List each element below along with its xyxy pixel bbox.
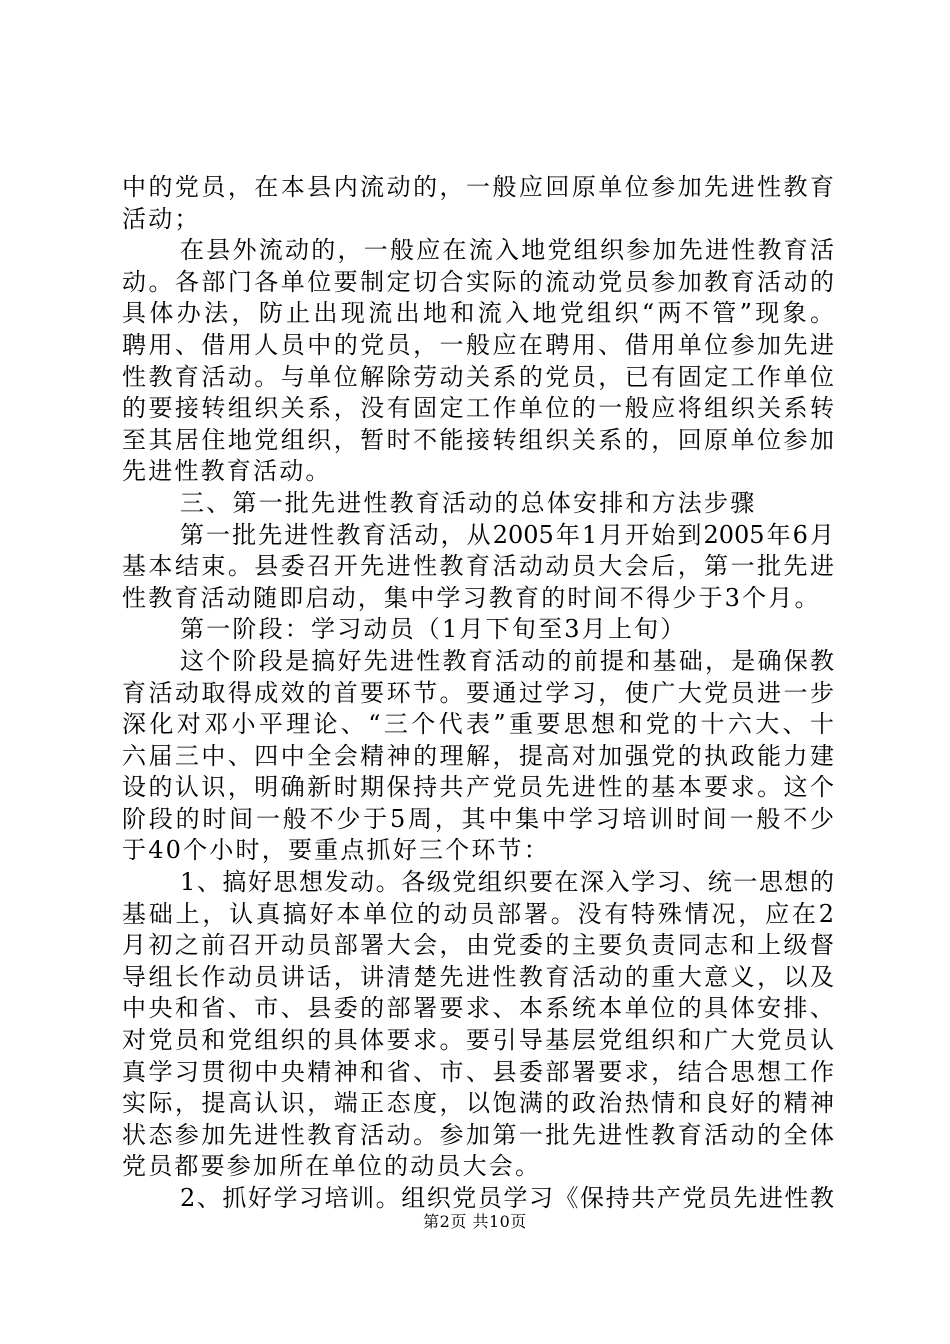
section-heading: 三、第一批先进性教育活动的总体安排和方法步骤 — [180, 488, 757, 517]
stage-heading: 第一阶段：学习动员（1月下旬至3月上旬） — [180, 615, 687, 644]
text-line: 具体办法，防止出现流出地和流入地党组织“两不管”现象。 — [122, 299, 834, 328]
text-line: 第一批先进性教育活动，从2005年1月开始到2005年6月 — [180, 520, 834, 549]
text-line: 状态参加先进性教育活动。参加第一批先进性教育活动的全体 — [122, 1120, 834, 1149]
text-line: 导组长作动员讲话，讲清楚先进性教育活动的重大意义，以及 — [122, 962, 834, 991]
text-line: 月初之前召开动员部署大会，由党委的主要负责同志和上级督 — [122, 931, 834, 960]
text-line: 的要接转组织关系，没有固定工作单位的一般应将组织关系转 — [122, 394, 834, 423]
text-line: 性教育活动随即启动，集中学习教育的时间不得少于3个月。 — [122, 583, 821, 612]
text-line: 性教育活动。与单位解除劳动关系的党员，已有固定工作单位 — [122, 362, 834, 391]
text-line: 真学习贯彻中央精神和省、市、县委部署要求，结合思想工作 — [122, 1057, 834, 1086]
text-line: 先进性教育活动。 — [122, 457, 332, 486]
text-line: 1、搞好思想发动。各级党组织要在深入学习、统一思想的 — [180, 868, 834, 897]
text-line: 这个阶段是搞好先进性教育活动的前提和基础，是确保教 — [180, 646, 834, 675]
text-line: 深化对邓小平理论、“三个代表”重要思想和党的十六大、十 — [122, 710, 834, 739]
text-line: 实际，提高认识，端正态度，以饱满的政治热情和良好的精神 — [122, 1089, 834, 1118]
text-line: 动。各部门各单位要制定切合实际的流动党员参加教育活动的 — [122, 267, 834, 296]
body-text — [122, 172, 834, 1215]
text-line: 六届三中、四中全会精神的理解，提高对加强党的执政能力建 — [122, 741, 834, 770]
text-line: 设的认识，明确新时期保持共产党员先进性的基本要求。这个 — [122, 773, 834, 802]
text-line: 中央和省、市、县委的部署要求、本系统本单位的具体安排、 — [122, 994, 834, 1023]
text-line: 基本结束。县委召开先进性教育活动动员大会后，第一批先进 — [122, 552, 834, 581]
page-number-footer: 第2页 共10页 — [423, 1212, 527, 1231]
text-line: 活动； — [122, 204, 201, 233]
text-line: 2、抓好学习培训。组织党员学习《保持共产党员先进性教 — [180, 1184, 834, 1212]
text-line: 阶段的时间一般不少于5周，其中集中学习培训时间一般不少 — [122, 804, 834, 833]
text-line: 于40个小时，要重点抓好三个环节： — [122, 836, 550, 865]
text-line: 基础上，认真搞好本单位的动员部署。没有特殊情况，应在2 — [122, 899, 834, 928]
text-line: 在县外流动的，一般应在流入地党组织参加先进性教育活 — [180, 236, 834, 265]
text-line: 党员都要参加所在单位的动员大会。 — [122, 1152, 542, 1181]
text-line: 育活动取得成效的首要环节。要通过学习，使广大党员进一步 — [122, 678, 834, 707]
text-line: 中的党员，在本县内流动的，一般应回原单位参加先进性教育 — [122, 173, 834, 201]
text-line: 至其居住地党组织，暂时不能接转组织关系的，回原单位参加 — [122, 425, 834, 454]
text-line: 对党员和党组织的具体要求。要引导基层党组织和广大党员认 — [122, 1026, 834, 1055]
text-line: 聘用、借用人员中的党员，一般应在聘用、借用单位参加先进 — [122, 330, 834, 359]
